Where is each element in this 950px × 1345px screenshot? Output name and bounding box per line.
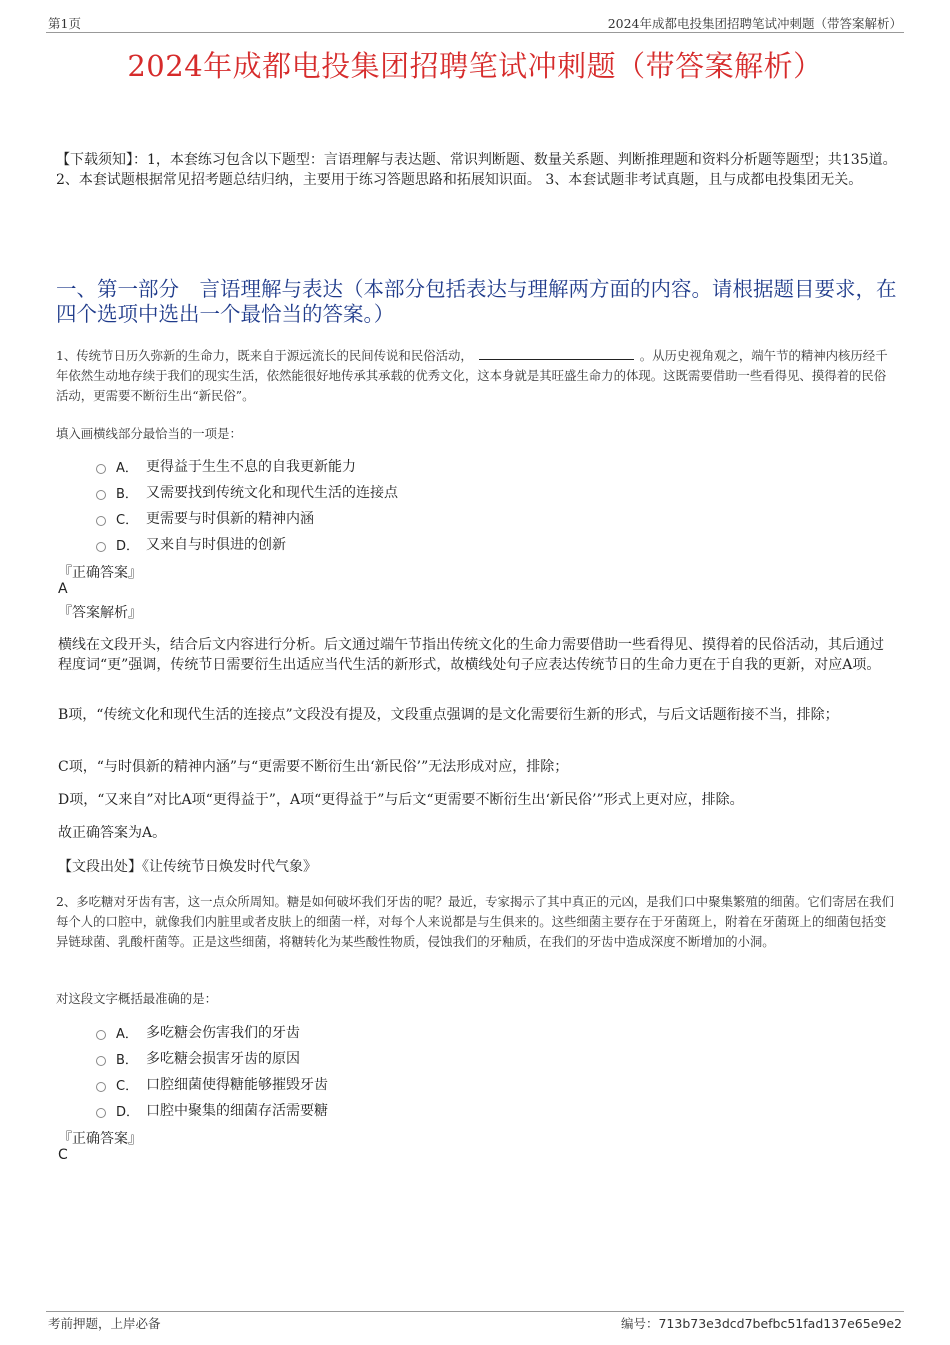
header-doc-title: 2024年成都电投集团招聘笔试冲刺题（带答案解析） — [607, 16, 902, 31]
correct-answer: C — [58, 1147, 68, 1163]
analysis-paragraph: C项，“与时俱新的精神内涵”与“更需要不断衍生出‘新民俗’”无法形成对应，排除； — [58, 759, 569, 775]
question-1-text — [56, 346, 896, 406]
option-text: 又来自与时俱进的创新 — [146, 537, 286, 553]
option-letter: A． — [116, 460, 138, 476]
page-number: 第1页 — [48, 16, 81, 31]
page-title: 2024年成都电投集团招聘笔试冲刺题（带答案解析） — [127, 49, 823, 83]
question-1-prompt: 填入画横线部分最恰当的一项是： — [56, 426, 242, 441]
question-2-option-c[interactable] — [96, 1074, 328, 1094]
option-letter: D． — [116, 1104, 140, 1120]
option-letter: B． — [116, 486, 138, 502]
option-text: 多吃糖会损害牙齿的原因 — [146, 1051, 300, 1067]
option-text: 更得益于生生不息的自我更新能力 — [146, 459, 356, 475]
radio-icon[interactable] — [96, 1030, 106, 1040]
question-1-option-c[interactable] — [96, 508, 314, 528]
option-letter: B． — [116, 1052, 138, 1068]
option-text: 多吃糖会伤害我们的牙齿 — [146, 1025, 300, 1041]
fill-blank — [479, 347, 634, 360]
analysis-label: 『答案解析』 — [58, 605, 142, 621]
correct-answer: A — [58, 581, 68, 597]
radio-icon[interactable] — [96, 516, 106, 526]
document-code — [621, 1314, 902, 1332]
header-divider — [46, 32, 904, 33]
option-letter: D． — [116, 538, 140, 554]
section-heading: 一、第一部分 言语理解与表达（本部分包括表达与理解两方面的内容。请根据题目要求，在四个选项中选出一个最恰当的答案。） — [56, 277, 897, 326]
option-letter: A． — [116, 1026, 138, 1042]
correct-answer-label: 『正确答案』 — [58, 565, 142, 581]
radio-icon[interactable] — [96, 542, 106, 552]
question-2-option-d[interactable] — [96, 1100, 328, 1120]
radio-icon[interactable] — [96, 1108, 106, 1118]
radio-icon[interactable] — [96, 1082, 106, 1092]
option-text: 口腔中聚集的细菌存活需要糖 — [146, 1103, 328, 1119]
option-text: 更需要与时俱新的精神内涵 — [146, 511, 314, 527]
analysis-paragraph: B项，“传统文化和现代生活的连接点”文段没有提及，文段重点强调的是文化需要衍生新的形式，与后文话题衔接不当，排除； — [58, 707, 839, 723]
radio-icon[interactable] — [96, 1056, 106, 1066]
option-letter: C． — [116, 1078, 139, 1094]
correct-answer-label: 『正确答案』 — [58, 1131, 142, 1147]
document-code-value: 713b73e3dcd7befbc51fad137e65e9e2 — [658, 1316, 902, 1331]
question-2-text: 2、多吃糖对牙齿有害，这一点众所周知。糖是如何破坏我们牙齿的呢？最近，专家揭示了其中真正的元凶，是我们口中聚集繁殖的细菌。它们寄居在我们每个人的口腔中，就像我们内脏里或者皮肤上的细菌一样，对每个人来说都是与生俱来的。这些细菌主要存在于牙菌斑上，附着在牙菌斑上的细菌包括变异链球菌、乳酸杆菌等。正是这些细菌，将糖转化为某些酸性物质，侵蚀我们的牙釉质，在我们的牙齿中造成深度不断增加的小洞。 — [56, 894, 895, 949]
footer-divider — [46, 1311, 904, 1312]
analysis-paragraph: 故正确答案为A。 — [58, 825, 167, 841]
footer-slogan: 考前押题，上岸必备 — [48, 1316, 161, 1331]
analysis-paragraph: 横线在文段开头，结合后文内容进行分析。后文通过端午节指出传统文化的生命力需要借助一些看得见、摸得着的民俗活动，其后通过程度词“更”强调，传统节日需要衍生出适应当代生活的新形式，故横线处句子应表达传统节日的生命力更在于自我的更新，对应A项。 — [58, 637, 884, 673]
source-citation: 【文段出处】《让传统节日焕发时代气象》 — [58, 859, 317, 875]
option-text: 又需要找到传统文化和现代生活的连接点 — [146, 485, 398, 501]
document-code-label: 编号： — [620, 1316, 659, 1331]
option-letter: C． — [116, 512, 139, 528]
question-1-option-b[interactable] — [96, 482, 398, 502]
radio-icon[interactable] — [96, 464, 106, 474]
question-2-option-b[interactable] — [96, 1048, 300, 1068]
question-1-option-a[interactable] — [96, 456, 356, 476]
question-1-text-after: 。从历史视角观之，端午节的精神内核历经千年依然生动地存续于我们的现实生活，依然能很好地传承其承载的优秀文化，这本身就是其旺盛生命力的体现。这既需要借助一些看得见、摸得着的民俗活动，更需要不断衍生出“新民俗”。 — [56, 348, 888, 403]
analysis-paragraph: D项，“又来自”对比A项“更得益于”，A项“更得益于”与后文“更需要不断衍生出‘新民俗’”形式上更对应，排除。 — [58, 792, 744, 808]
download-notice: 【下载须知】：1，本套练习包含以下题型：言语理解与表达题、常识判断题、数量关系题、判断推理题和资料分析题等题型；共135道。 2、本套试题根据常见招考题总结归纳，主要用于练习答题思路和拓展知识面。 3、本套试题非考试真题，且与成都电投集团无关。 — [56, 152, 897, 188]
option-text: 口腔细菌使得糖能够摧毁牙齿 — [146, 1077, 328, 1093]
radio-icon[interactable] — [96, 490, 106, 500]
question-1-text-before: 1、传统节日历久弥新的生命力，既来自于源远流长的民间传说和民俗活动， — [56, 348, 473, 363]
question-2-prompt: 对这段文字概括最准确的是： — [56, 991, 218, 1006]
question-1-option-d[interactable] — [96, 534, 286, 554]
question-2-option-a[interactable] — [96, 1022, 300, 1042]
